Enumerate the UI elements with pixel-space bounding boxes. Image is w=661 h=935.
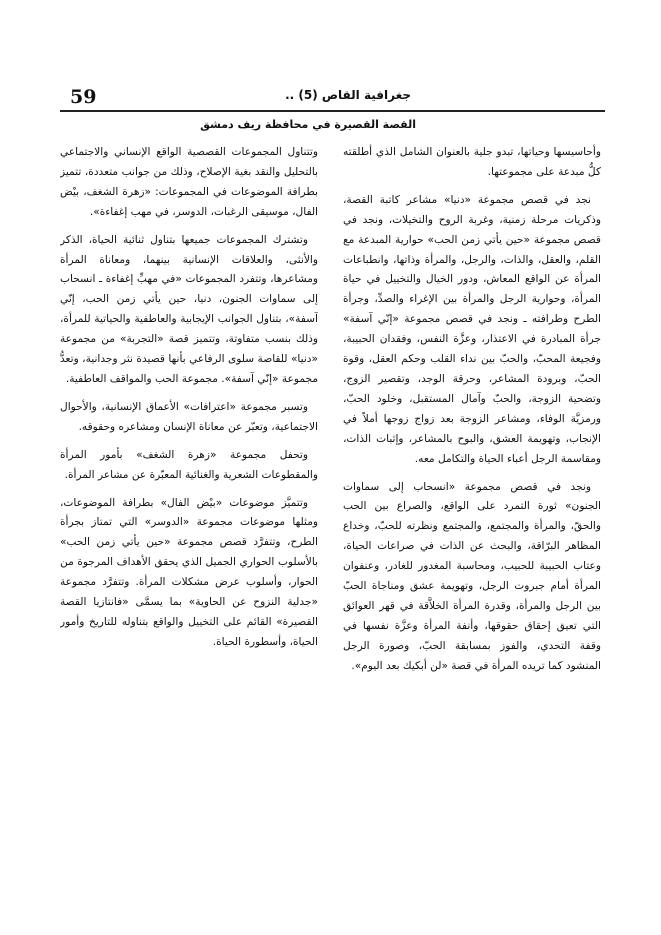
paragraph: وتحفل مجموعة «زهرة الشغف» بأمور المرأة والمقطوعات الشعرية والغنائية المعبّرة عن مشاعر المرأة. [60,448,318,481]
running-header-title: جغرافية القاص (5) .. [285,88,411,102]
page-number: 59 [70,86,97,108]
running-header-subtitle: القصة القصيرة في محافظة ريف دمشق [200,118,416,131]
paragraph: وتشترك المجموعات جميعها بتناول ثنائية الحياة، الذكر والأنثى، والعلاقات الإنسانية بينهما، ومعاناة المرأة ومشاعرها، وتتفرد المجموعات «في مهبِّ إغفاءة ـ انسحاب إلى سماوات الجنون، دنيا، حين يأتي زمن الحب، إنّي آسفة»، بتناول الجوانب الإيجابية والعاطفية والحياتية للمرأة، وذلك بنسب متفاوتة، وتتميز قصة «التجربة» من مجموعة «دنيا» للقاصة سلوى الرفاعي بأنها قصيدة نثر وجدانية، وتعدُّ مجموعة «إنّي آسفة». مجموعة الحب والمواقف العاطفية. [60,233,318,385]
paragraph: ونجد في قصص مجموعة «انسحاب إلى سماوات الجنون» ثورة التمرد على الواقع، والصراع بين الحب والحقّ، والمرأة والمجتمع، والمجتمع ونظرته للحبّ، وخداع المظاهر البرّاقة، والبحث عن الذات في صراعات الحياة، وعتاب الحبيبة للحبيب، ومحاسبة المغدور للغادر، وعنفوان المرأة أمام جبروت الرجل، وتهويمة عشق ومناجاة الحبّ بين الرجل والمرأة، وقدرة المرأة الخلاَّقة في قهر العوائق التي تعيق إحقاق حقوقها، وأنفة المرأة وعزَّة نفسها في وقفة التحدي، والفوز بمسابقة الحبّ، وصورة الرجل المنشود كما تريده المرأة في قصة «لن أبكيك بعد اليوم». [343,480,601,672]
paragraph: نجد في قصص مجموعة «دنيا» مشاعر كاتبة القصة، وذكريات مرحلة زمنية، وغربة الروح والتخيلات، ونجد في قصص مجموعة «حين يأتي زمن الحب» حوارية المبدعة مع القلم، والعقل، والذات، والرجل، والمرأة وذاتها، وانطباعات المرأة عن الواقع المعاش، ودور الخيال والتخييل في حياة المرأة، وحوارية الرجل والمرأة بين الإغراء والصدِّ، وجرأة الطرح وطرافته ـ ونجد في قصص مجموعة «إنّي آسفة» جرأة المبادرة في الاعتذار، وعزَّة النفس، وفقدان الحبيبة، وفجيعة المحبّ، والحبّ بين نداء القلب وحكم العقل، وقوة الحبّ، وبرودة المشاعر، وحرقة الوجد، وتقصير الزوج، وتضحية الزوجة، والحبّ وآمال المستقبل، وخلود الحبّ، ورمزيَّة الوفاء، ومشاعر الزوجة بعد زواج زوجها أملاً في الإنجاب، وتهويمة العشق، والبوح بالمشاعر، وإثبات الذات، ومقاسمة الرجل أعباء الحياة والتكامل معه. [343,193,601,465]
paragraph: وتتناول المجموعات القصصية الواقع الإنساني والاجتماعي بالتحليل والنقد بغية الإصلاح، وذلك من جوانب متعددة، تتميز بطرافة الموضوعات في المجموعات: «زهرة الشغف، بيْض الفال، موسيقى الرغبات، الدوسر، في مهب إغفاءة». [60,146,318,218]
header-rule [60,110,605,112]
left-text-column [60,143,318,903]
right-text-column [343,143,601,903]
paragraph: وتتميَّز موضوعات «بيْض الفال» بطرافة الموضوعات، ومثلها موضوعات مجموعة «الدوسر» التي تمتاز بجرأة الطرح، وتتفرَّد قصص مجموعة «حين يأتي زمن الحب» بالأسلوب الحواري الجميل الذي يحقق الأهداف المرجوة من الحوار، وأسلوب عرض مشكلات المرأة. وتتفرَّد مجموعة «جدلية النزوح عن الحاوية» بما يسمَّى «فانتازيا القصة القصيرة» القائم على التخييل والواقع بتناوله للتاريخ وأمور الحياة، وأسطورة الحياة. [60,496,318,648]
paragraph: وأحاسيسها وحياتها، تبدو جلية بالعنوان الشامل الذي أطلقته كلُّ مبدعة على مجموعتها. [343,146,601,178]
paragraph: وتسبر مجموعة «اعترافات» الأعماق الإنسانية، والأحوال الاجتماعية، وتعبّر عن معاناة الإنسان ومشاعره وحقوقه. [60,400,318,433]
